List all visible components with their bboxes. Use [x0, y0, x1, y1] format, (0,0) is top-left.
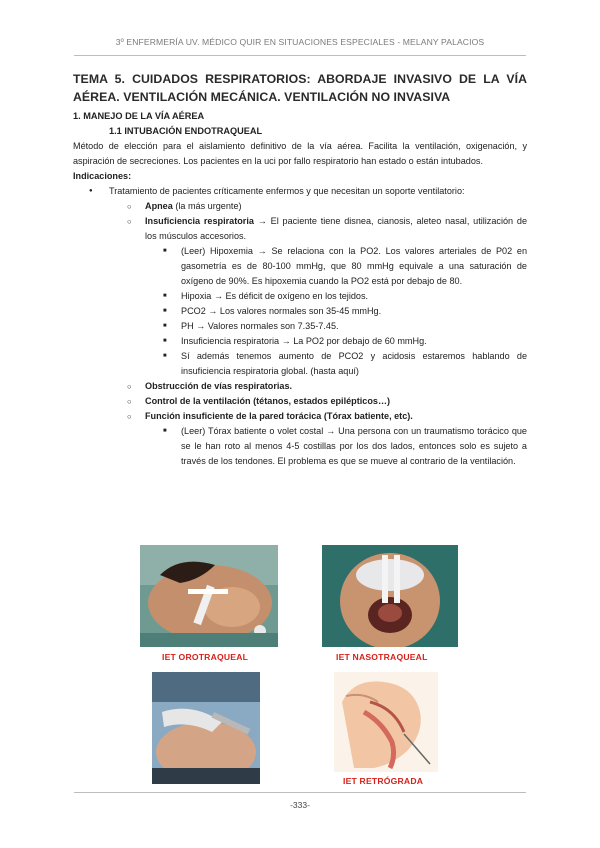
list-item-text: Tratamiento de pacientes críticamente enfermos y que necesitan un soporte ventilatorio:	[109, 186, 465, 196]
list-item	[145, 214, 527, 379]
list-item	[145, 199, 527, 214]
chapter-title: TEMA 5. CUIDADOS RESPIRATORIOS: ABORDAJE INVASIVO DE LA VÍA AÉREA. VENTILACIÓN MECÁNICA. VENTILACIÓN NO INVASIVA	[73, 72, 527, 104]
header-rule	[74, 55, 526, 56]
list-item	[109, 184, 527, 469]
insuficiencia-text: → El paciente tiene disnea, cianosis, aleteo nasal, utilización de los músculos accesorios.	[145, 216, 528, 241]
list-item: ■ (Leer) Tórax batiente o volet costal → Una persona con un traumatismo torácico que se le han roto al menos 4-5 costillas por los dos lados, entonces solo es sujeto a través de los tendones. El problema es que se mueve al contrario de la ventilación.	[181, 424, 527, 469]
indications-sublist	[109, 199, 527, 469]
caption-orotraqueal: IET OROTRAQUEAL	[162, 652, 249, 662]
main-content	[73, 70, 527, 469]
list-item	[145, 409, 527, 469]
pared-label: Función insuficiente de la pared torácica (Tórax batiente, etc).	[145, 411, 413, 421]
insuficiencia-label: Insuficiencia respiratoria	[145, 216, 254, 226]
apnea-note: (la más urgente)	[172, 201, 242, 211]
pared-details	[145, 424, 527, 469]
insuficiencia-details	[145, 244, 527, 379]
indications-list	[73, 184, 527, 469]
nasotracheal-photo	[322, 545, 458, 647]
list-item: ■ Hipoxia → Es déficit de oxígeno en los tejidos.	[181, 289, 527, 304]
subsection-heading: 1.1 INTUBACIÓN ENDOTRAQUEAL	[109, 126, 263, 136]
laryngoscopy-photo	[152, 672, 260, 784]
list-item: ■ (Leer) Hipoxemia → Se relaciona con la PO2. Los valores arteriales de P02 en gasometría es de 80-100 mmHg, que 80 mmHg equivale a una saturación de oxígeno de 90%. Es hipoxemia cuando la PO2 está por debajo de 80.	[181, 244, 527, 289]
section-heading: 1. MANEJO DE LA VÍA AÉREA	[73, 111, 205, 121]
apnea-label: Apnea	[145, 201, 173, 211]
intro-paragraph: Método de elección para el aislamiento definitivo de la vía aérea. Facilita la ventilación, oxigenación, y aspiración de secreciones. Los pacientes en la uci por fallo respiratorio han estado o están intubados.	[73, 141, 527, 166]
list-item: ■ Sí además tenemos aumento de PCO2 y acidosis estaremos hablando de insuficiencia respiratoria global. (hasta aquí)	[181, 349, 527, 379]
list-item: ■ PCO2 → Los valores normales son 35-45 mmHg.	[181, 304, 527, 319]
footer-rule	[74, 792, 526, 793]
caption-nasotraqueal: IET NASOTRAQUEAL	[336, 652, 428, 662]
page-number: -333-	[290, 800, 310, 810]
running-header: 3º ENFERMERÍA UV. MÉDICO QUIR EN SITUACIONES ESPECIALES - MELANY PALACIOS	[115, 37, 485, 47]
caption-retrograda: IET RETRÓGRADA	[343, 776, 424, 786]
list-item: ■ Insuficiencia respiratoria → La PO2 por debajo de 60 mmHg.	[181, 334, 527, 349]
list-item: ○ Control de la ventilación (tétanos, estados epilépticos…)	[145, 394, 527, 409]
indicaciones-label: Indicaciones:	[73, 171, 132, 181]
list-item: ■ PH → Valores normales son 7.35-7.45.	[181, 319, 527, 334]
intubation-figures	[138, 545, 462, 790]
retrograde-diagram	[334, 672, 438, 772]
list-item: ○ Obstrucción de vías respiratorias.	[145, 379, 527, 394]
orotracheal-photo	[140, 545, 278, 647]
